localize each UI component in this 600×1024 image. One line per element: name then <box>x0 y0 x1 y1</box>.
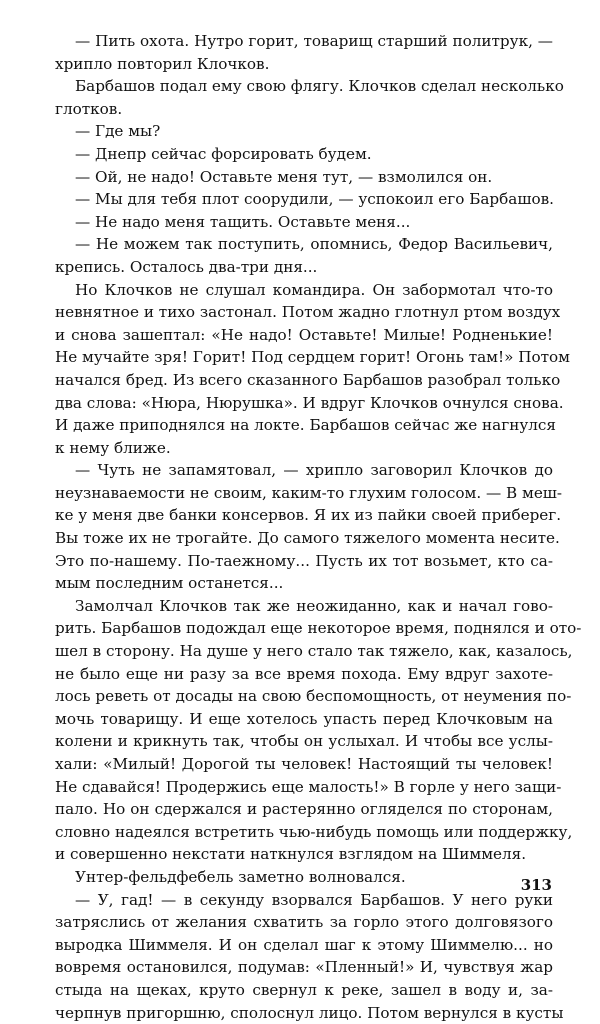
paragraph <box>55 211 553 234</box>
paragraph <box>55 866 553 889</box>
text-line: — Ой, не надо! Оставьте меня тут, — взмолился он. <box>75 167 493 186</box>
text-line: Унтер-фельдфебель заметно волновался. <box>75 867 406 886</box>
text-line: Но Клочков не слушал командира. Он забормотал что-то <box>75 280 553 299</box>
text-line: словно надеялся встретить чью-нибудь помощь или поддержку, <box>55 822 573 841</box>
paragraph <box>55 233 553 278</box>
text-line: мым последним останется... <box>55 574 284 593</box>
text-line: лось реветь от досады на свою беспомощность, от неумения по- <box>55 687 572 706</box>
text-line: затряслись от желания схватить за горло этого долговязого <box>55 913 553 932</box>
text-line: Не мучайте зря! Горит! Под сердцем горит! Огонь там!» Потом <box>55 348 570 367</box>
text-line: Замолчал Клочков так же неожиданно, как и начал гово- <box>75 596 553 615</box>
paragraph <box>55 459 563 595</box>
text-line: два слова: «Нюра, Нюрушка». И вдруг Клочков очнулся снова. <box>55 393 564 412</box>
paragraph <box>55 120 553 143</box>
body-text <box>55 30 582 1024</box>
text-line: хрипло повторил Клочков. <box>55 54 270 73</box>
text-line: Барбашов подал ему свою флягу. Клочков сделал несколько <box>75 77 564 96</box>
text-line: рить. Барбашов подождал еще некоторое время, поднялся и ото- <box>55 619 582 638</box>
text-line: и совершенно некстати наткнулся взглядом на Шиммеля. <box>55 845 527 864</box>
paragraph <box>55 188 553 211</box>
text-line: — У, гад! — в секунду взорвался Барбашов. У него руки <box>75 890 553 909</box>
paragraph <box>55 75 564 120</box>
text-line: колени и крикнуть так, чтобы он услыхал. И чтобы все услы- <box>55 732 553 751</box>
text-line: — Пить охота. Нутро горит, товарищ старший политрук, — <box>75 32 553 50</box>
paragraph <box>55 143 553 166</box>
text-line: неузнаваемости не своим, каким-то глухим голосом. — В меш- <box>55 483 563 502</box>
text-line: хали: «Милый! Дорогой ты человек! Настоящий ты человек! <box>55 755 553 773</box>
text-line: начался бред. Из всего сказанного Барбашов разобрал только <box>55 370 561 389</box>
text-line: глотков. <box>55 99 123 118</box>
text-line: — Днепр сейчас форсировать будем. <box>75 144 372 163</box>
text-line: — Не можем так поступить, опомнись, Федор Васильевич, <box>75 235 553 254</box>
text-line: стыда на щеках, круто свернул к реке, зашел в воду и, за- <box>55 980 553 999</box>
text-line: Это по-нашему. По-таежному... Пусть их тот возьмет, кто са- <box>55 551 553 570</box>
text-line: — Не надо меня тащить. Оставьте меня... <box>75 212 411 231</box>
text-line: к нему ближе. <box>55 438 171 457</box>
text-line: И даже приподнялся на локте. Барбашов сейчас же нагнулся <box>55 416 556 435</box>
text-line: шел в сторону. На душе у него стало так тяжело, как, казалось, <box>55 642 573 661</box>
text-line: пало. Но он сдержался и растерянно огляделся по сторонам, <box>55 800 553 819</box>
page-number: 313 <box>520 876 552 894</box>
paragraph <box>55 595 582 866</box>
text-line: крепись. Осталось два-три дня... <box>55 257 318 276</box>
text-line: — Где мы? <box>75 122 161 141</box>
text-line: не было еще ни разу за все время похода. Ему вдруг захоте- <box>55 664 553 683</box>
paragraph <box>55 279 570 460</box>
text-line: невнятное и тихо застонал. Потом жадно глотнул ртом воздух <box>55 303 561 322</box>
text-line: черпнув пригоршню, сполоснул лицо. Потом вернулся в кусты <box>55 1003 564 1022</box>
paragraph <box>55 30 553 75</box>
paragraph <box>55 166 553 189</box>
paragraph <box>55 889 564 1024</box>
text-line: Не сдавайся! Продержись еще малость!» В горле у него защи- <box>55 777 562 796</box>
text-line: ке у меня две банки консервов. Я их из пайки своей приберег. <box>55 506 562 525</box>
text-line: вовремя остановился, подумав: «Пленный!» И, чувствуя жар <box>55 958 553 977</box>
text-line: — Мы для тебя плот соорудили, — успокоил его Барбашов. <box>75 190 554 209</box>
text-line: мочь товарищу. И еще хотелось упасть перед Клочковым на <box>55 709 553 728</box>
text-line: — Чуть не запамятовал, — хрипло заговорил Клочков до <box>75 461 553 480</box>
text-line: выродка Шиммеля. И он сделал шаг к этому Шиммелю... но <box>55 935 553 954</box>
text-line: Вы тоже их не трогайте. До самого тяжелого момента несите. <box>55 529 560 548</box>
text-line: и снова зашептал: «Не надо! Оставьте! Милые! Родненькие! <box>55 325 553 344</box>
